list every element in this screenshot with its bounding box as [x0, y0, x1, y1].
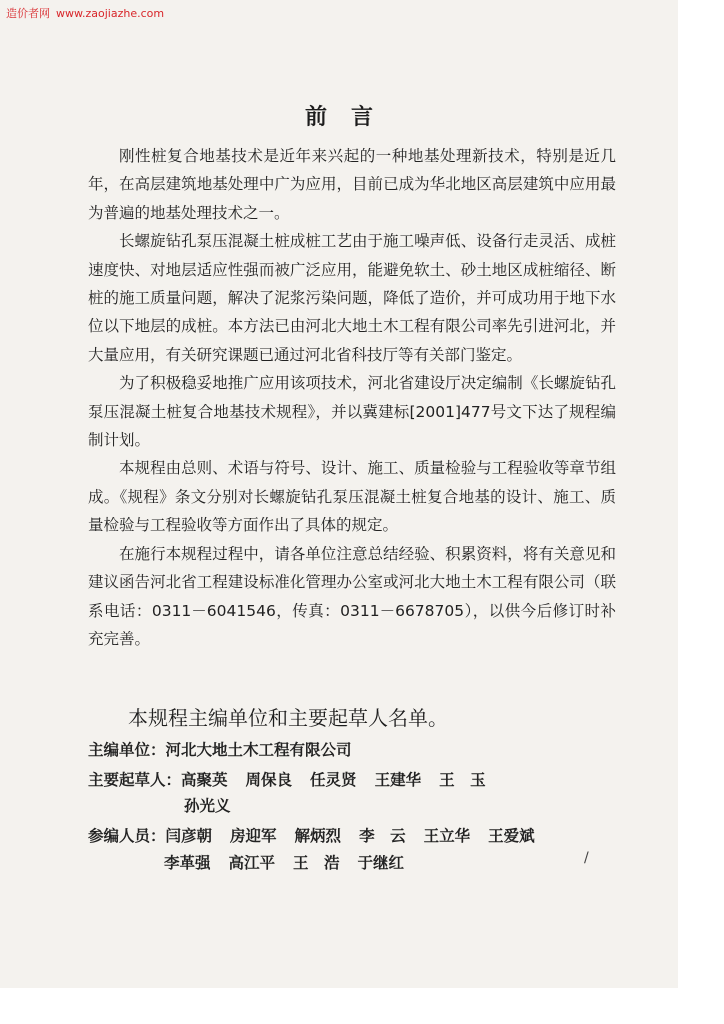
participants-row-continued: [164, 851, 422, 873]
drafter-name: 王 玉: [439, 771, 486, 789]
margin-mark: /: [584, 850, 589, 866]
editor-unit-row: [88, 738, 352, 760]
participant-name: 王立华: [423, 827, 471, 845]
page-title: 前言: [304, 105, 397, 130]
paragraph-4: 本规程由总则、术语与符号、设计、施工、质量检验与工程验收等章节组成。《规程》条文分别对长螺旋钻孔泵压混凝土桩复合地基的设计、施工、质量检验与工程验收等方面作出了具体的规定。: [88, 459, 616, 535]
participant-name: 高江平: [228, 854, 276, 872]
paragraph-1: 刚性桩复合地基技术是近年来兴起的一种地基处理新技术，特别是近几年，在高层建筑地基处理中广为应用，目前已成为华北地区高层建筑中应用最为普遍的地基处理技术之一。: [88, 147, 616, 222]
participant-name: 王 浩: [293, 854, 340, 872]
participant-name: 李革强: [164, 854, 211, 872]
committee-heading: 本规程主编单位和主要起草人名单。: [128, 706, 448, 730]
participants-row: [88, 824, 553, 846]
drafter-name: 周保良: [245, 771, 293, 789]
drafter-name: 高聚英: [181, 771, 228, 789]
participant-name: 房迎军: [230, 827, 277, 845]
paragraph-5: 在施行本规程过程中，请各单位注意总结经验、积累资料，将有关意见和建议函告河北省工程建设标准化管理办公室或河北大地土木工程有限公司（联系电话：0311－6041546，传真：0311－6678705），以供今后修订时补充完善。: [88, 544, 616, 648]
drafter-name: 任灵贤: [310, 771, 357, 789]
participant-name: 闫彦朝: [165, 827, 213, 845]
drafters-row: [88, 768, 504, 790]
drafter-name: 王建华: [374, 771, 422, 789]
editor-unit: 河北大地土木工程有限公司: [165, 741, 352, 759]
watermark-url: www.zaojiazhe.com: [56, 7, 165, 20]
paragraph-2: 长螺旋钻孔泵压混凝土桩成桩工艺由于施工噪声低、设备行走灵活、成桩速度快、对地层适应性强而被广泛应用，能避免软土、砂土地区成桩缩径、断桩的施工质量问题，解决了泥浆污染问题，降低了造价，并可成功用于地下水位以下地层的成桩。本方法已由河北大地土木工程有限公司率先引进河北，并大量应用，有关研究课题已通过河北省科技厅等有关部门鉴定。: [88, 232, 616, 364]
watermark-site-name: 造价者网: [6, 7, 50, 20]
drafters-row-continued: [184, 794, 249, 816]
drafter-name: 孙光义: [184, 797, 231, 815]
drafters-label: 主要起草人：: [88, 771, 182, 789]
participant-name: 于继红: [357, 854, 405, 872]
participant-name: 王爱斌: [488, 827, 535, 845]
preface-body: [88, 142, 616, 653]
participant-name: 李 云: [359, 827, 406, 845]
editor-label: 主编单位：: [88, 741, 166, 759]
participants-label: 参编人员：: [88, 827, 166, 845]
participant-name: 解炳烈: [294, 827, 342, 845]
site-watermark: [6, 5, 164, 21]
paragraph-3: 为了积极稳妥地推广应用该项技术，河北省建设厅决定编制《长螺旋钻孔泵压混凝土桩复合地基技术规程》，并以冀建标[2001]477号文下达了规程编制计划。: [88, 374, 616, 450]
